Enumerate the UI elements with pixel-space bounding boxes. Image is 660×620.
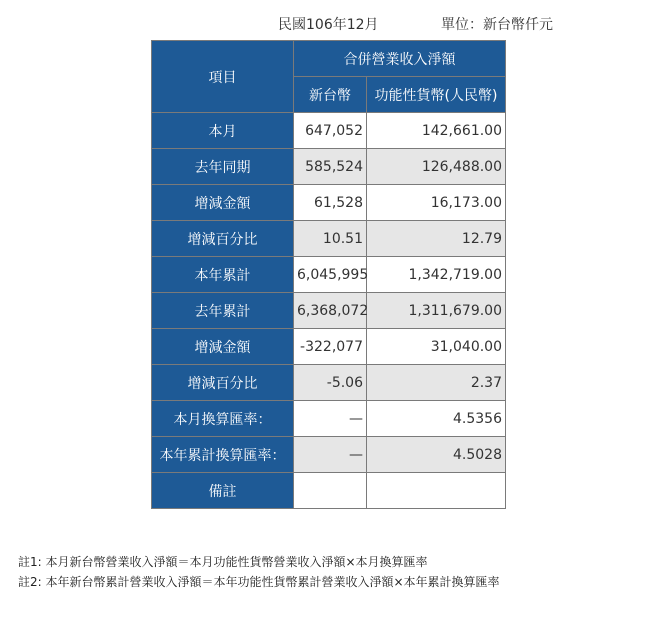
report-period: 民國106年12月 [278, 17, 379, 33]
table-row [152, 149, 506, 185]
rmb-value: 4.5356 [367, 401, 506, 437]
table-row [152, 293, 506, 329]
table-row [152, 185, 506, 221]
revenue-table [151, 40, 506, 509]
group-column-header: 合併營業收入淨額 [294, 41, 506, 77]
twd-value: 6,045,995 [294, 257, 367, 293]
table-row [152, 473, 506, 509]
twd-value: — [294, 437, 367, 473]
rmb-value: 126,488.00 [367, 149, 506, 185]
rmb-column-header: 功能性貨幣(人民幣) [367, 77, 506, 113]
table-row [152, 113, 506, 149]
table-row [152, 437, 506, 473]
row-label: 本年累計 [152, 257, 294, 293]
rmb-value: 1,342,719.00 [367, 257, 506, 293]
twd-value: 647,052 [294, 113, 367, 149]
twd-value: 585,524 [294, 149, 367, 185]
footnote: 註2: 本年新台幣累計營業收入淨額＝本年功能性貨幣累計營業收入淨額×本年累計換算匯率 [18, 575, 500, 589]
footnotes [18, 552, 500, 592]
twd-value [294, 473, 367, 509]
twd-value: 10.51 [294, 221, 367, 257]
twd-value: 61,528 [294, 185, 367, 221]
row-label: 增減金額 [152, 185, 294, 221]
row-label: 增減百分比 [152, 365, 294, 401]
table-row [152, 329, 506, 365]
rmb-value: 31,040.00 [367, 329, 506, 365]
row-label: 增減金額 [152, 329, 294, 365]
footnote: 註1: 本月新台幣營業收入淨額＝本月功能性貨幣營業收入淨額×本月換算匯率 [18, 555, 428, 569]
twd-value: -322,077 [294, 329, 367, 365]
twd-value: -5.06 [294, 365, 367, 401]
twd-value: 6,368,072 [294, 293, 367, 329]
row-label: 增減百分比 [152, 221, 294, 257]
item-column-header: 項目 [152, 41, 294, 113]
rmb-value: 2.37 [367, 365, 506, 401]
row-label: 去年累計 [152, 293, 294, 329]
row-label: 去年同期 [152, 149, 294, 185]
table-row [152, 401, 506, 437]
table-row [152, 221, 506, 257]
rmb-value: 142,661.00 [367, 113, 506, 149]
rmb-value: 1,311,679.00 [367, 293, 506, 329]
row-label: 備註 [152, 473, 294, 509]
row-label: 本年累計換算匯率： [152, 437, 294, 473]
rmb-value: 16,173.00 [367, 185, 506, 221]
currency-unit: 單位：新台幣仟元 [441, 17, 553, 33]
table-row [152, 257, 506, 293]
rmb-value: 12.79 [367, 221, 506, 257]
twd-column-header: 新台幣 [294, 77, 367, 113]
table-row [152, 365, 506, 401]
row-label: 本月換算匯率： [152, 401, 294, 437]
row-label: 本月 [152, 113, 294, 149]
rmb-value [367, 473, 506, 509]
twd-value: — [294, 401, 367, 437]
rmb-value: 4.5028 [367, 437, 506, 473]
